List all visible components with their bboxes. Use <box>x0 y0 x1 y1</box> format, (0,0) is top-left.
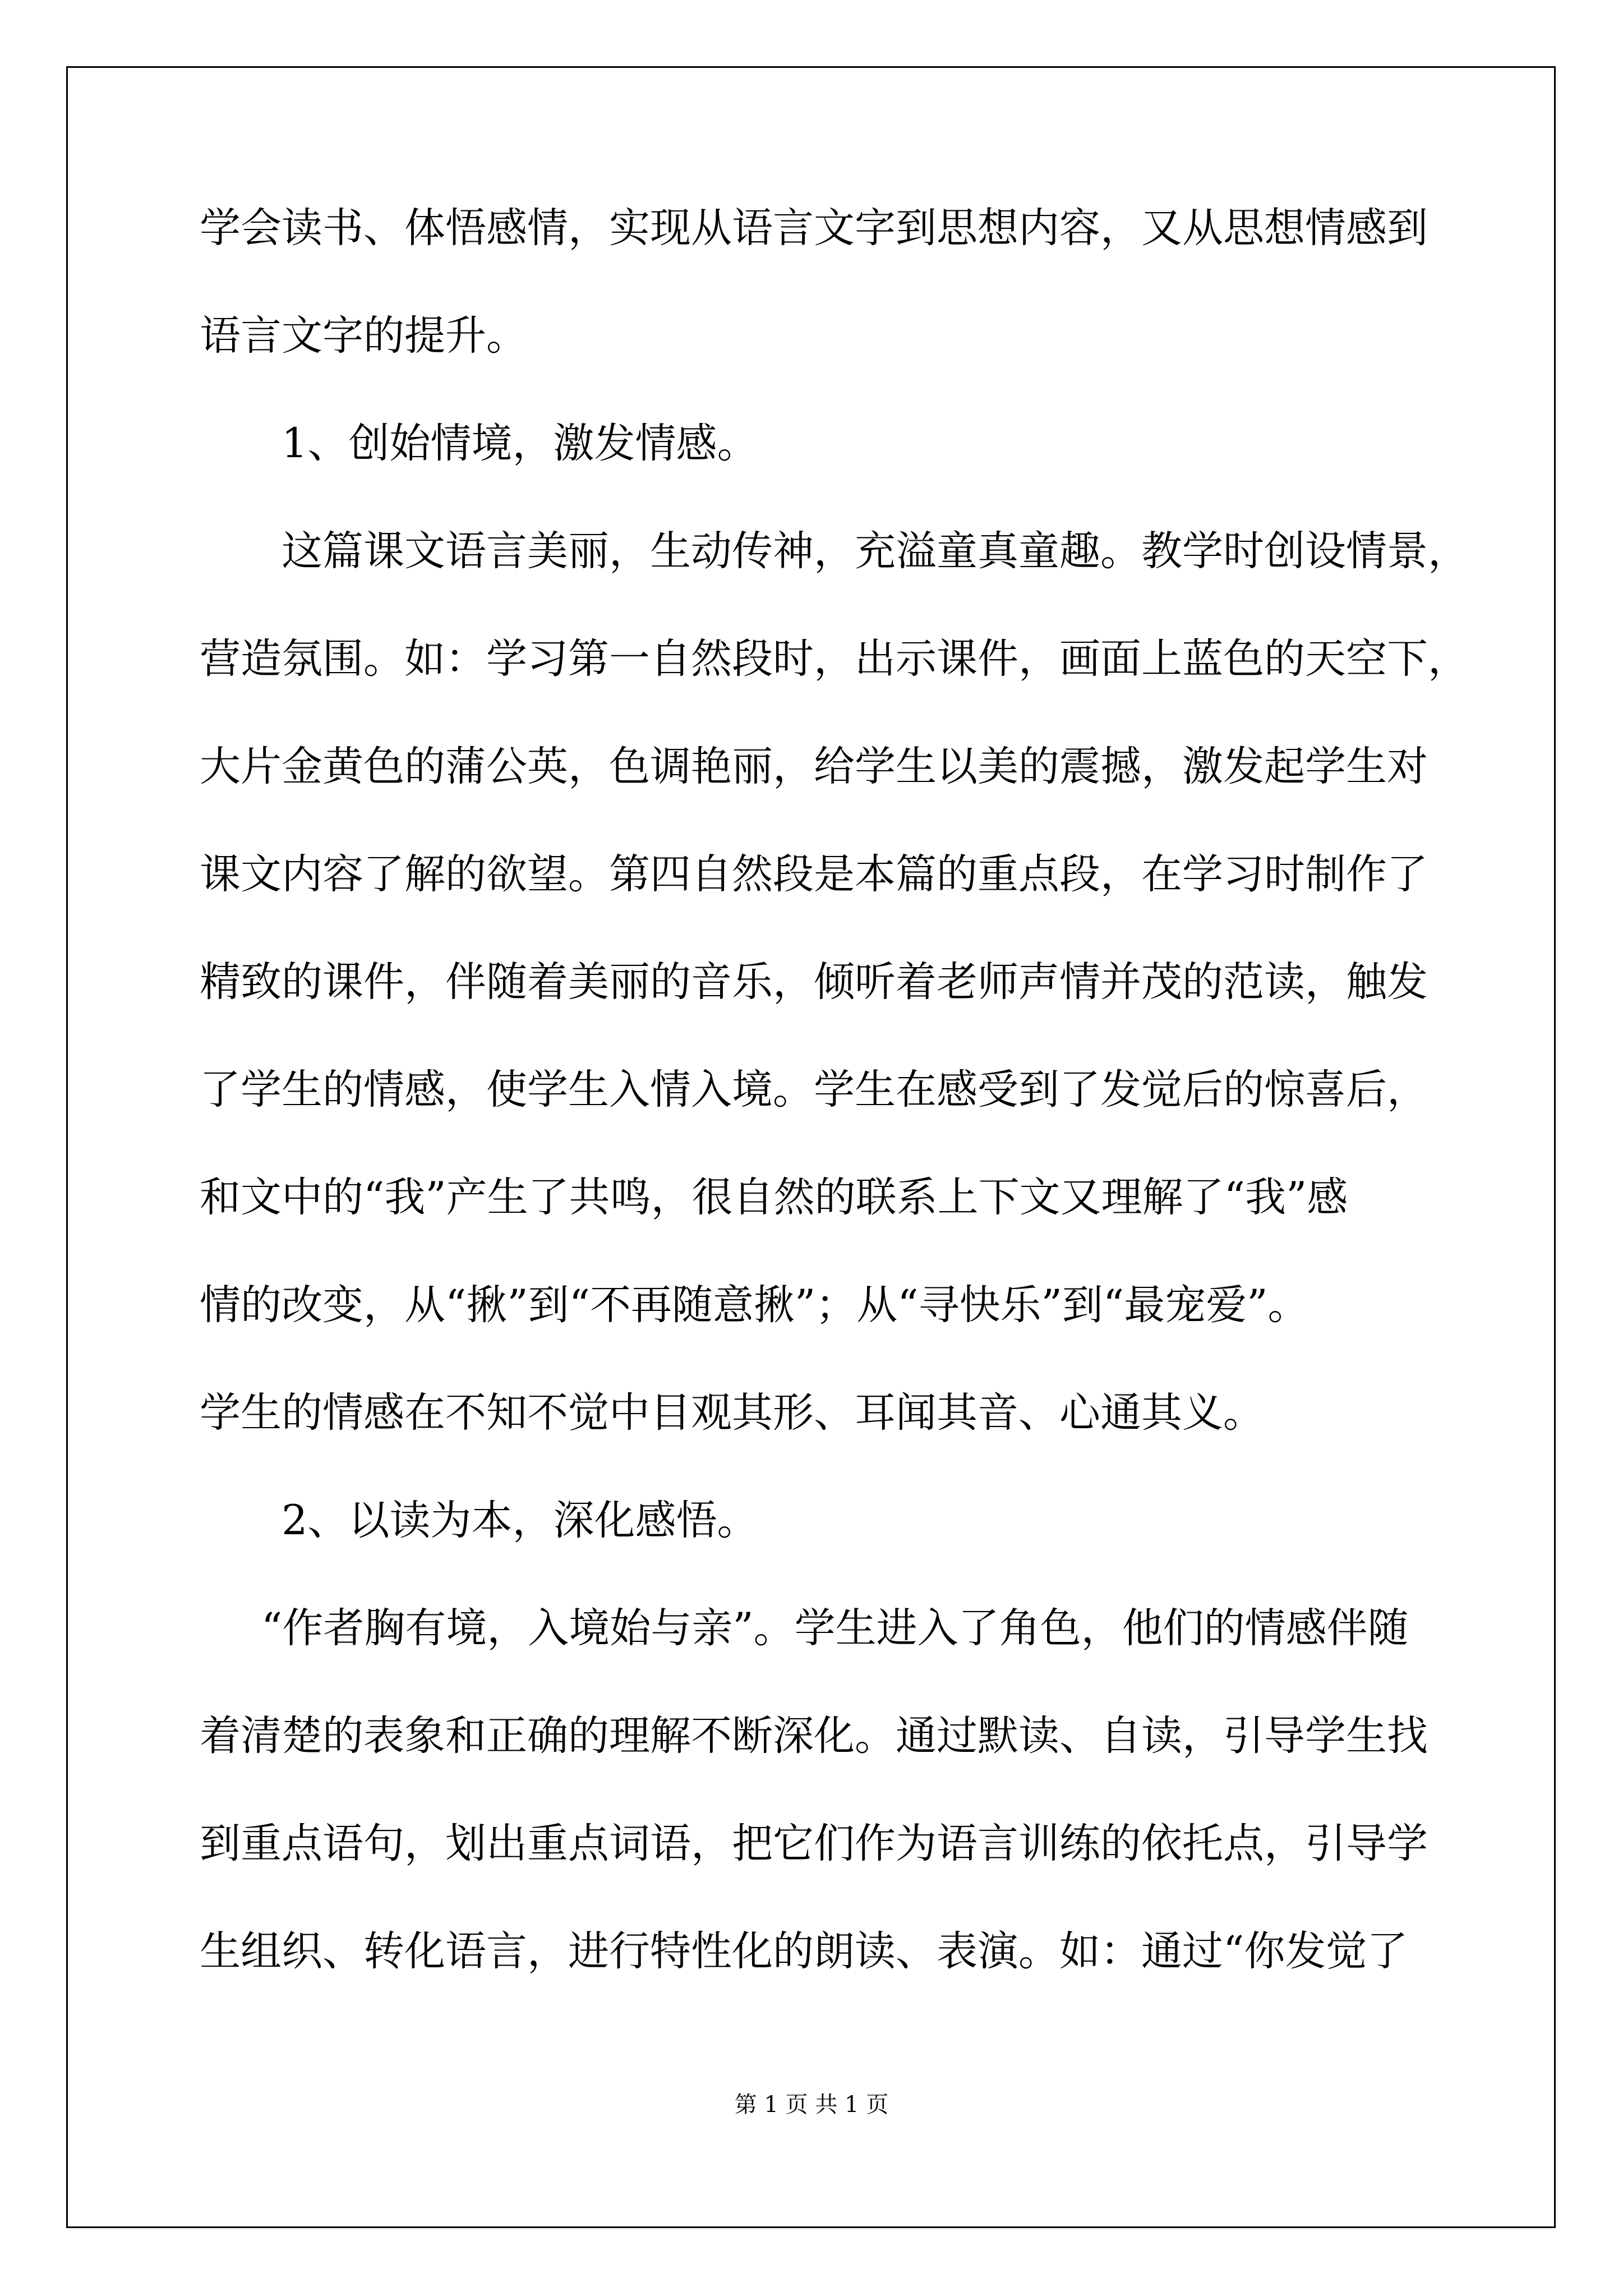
text-line: 课文内容了解的欲望。第四自然段是本篇的重点段，在学习时制作了 <box>200 850 1428 898</box>
text-line: 学会读书、体悟感情，实现从语言文字到思想内容，又从思想情感到 <box>200 204 1428 252</box>
page-border <box>66 66 1556 2228</box>
text-line: 着清楚的表象和正确的理解不断深化。通过默读、自读，引导学生找 <box>200 1712 1428 1760</box>
text-line: 语言文字的提升。 <box>200 312 527 360</box>
section-heading: 2、以读为本，深化感悟。 <box>282 1497 758 1544</box>
text-line: “作者胸有境，入境始与亲”。学生进入了角色，他们的情感伴随 <box>261 1604 1409 1652</box>
text-line: 和文中的“我”产生了共鸣，很自然的联系上下文又理解了“我”感 <box>200 1174 1348 1221</box>
text-line: 这篇课文语言美丽，生动传神，充溢童真童趣。教学时创设情景， <box>282 527 1469 575</box>
text-line: 到重点语句，划出重点词语，把它们作为语言训练的依托点，引导学 <box>200 1820 1428 1867</box>
text-line: 营造氛围。如：学习第一自然段时，出示课件，画面上蓝色的天空下， <box>200 635 1469 683</box>
text-line: 了学生的情感，使学生入情入境。学生在感受到了发觉后的惊喜后， <box>200 1066 1428 1114</box>
section-heading: 1、创始情境，激发情感。 <box>282 420 758 467</box>
text-line: 学生的情感在不知不觉中目观其形、耳闻其音、心通其义。 <box>200 1389 1264 1437</box>
text-line: 精致的课件，伴随着美丽的音乐，倾听着老师声情并茂的范读，触发 <box>200 958 1428 1006</box>
text-line: 生组织、转化语言，进行特性化的朗读、表演。如：通过“你发觉了 <box>200 1927 1408 1975</box>
text-line: 大片金黄色的蒲公英，色调艳丽，给学生以美的震撼，激发起学生对 <box>200 743 1428 790</box>
text-line: 情的改变，从“揪”到“不再随意揪”；从“寻快乐”到“最宠爱”。 <box>200 1281 1309 1329</box>
page-footer: 第 1 页 共 1 页 <box>734 2092 889 2118</box>
